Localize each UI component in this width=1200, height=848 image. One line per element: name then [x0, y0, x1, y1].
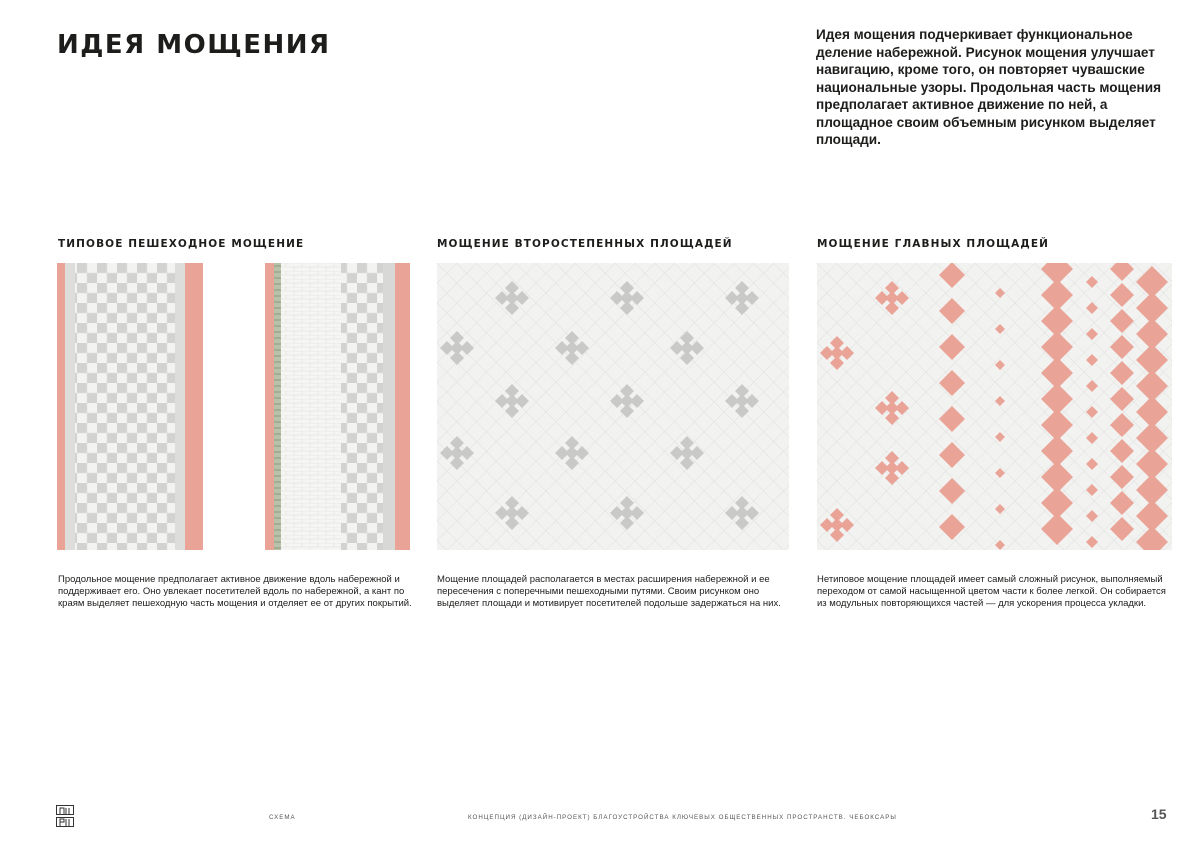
section-description-typical-paving: Продольное мощение предполагает активное движение вдоль набережной и поддерживает его. Оно увлекает посетителей вдоль по набережной, а кант по краям выделяет пешеходную часть мощения и отделяет ее от других покрытий.: [58, 574, 412, 610]
section-title-main-squares: МОЩЕНИЕ ГЛАВНЫХ ПЛОЩАДЕЙ: [817, 238, 1050, 250]
section-title-secondary-squares: МОЩЕНИЕ ВТОРОСТЕПЕННЫХ ПЛОЩАДЕЙ: [437, 238, 733, 250]
ap-logo-icon: [56, 805, 74, 827]
main-squares-pattern: [817, 263, 1172, 550]
footer-section-label: СХЕМА: [269, 814, 296, 821]
section-title-typical-paving: ТИПОВОЕ ПЕШЕХОДНОЕ МОЩЕНИЕ: [58, 238, 305, 250]
typical-paving-pattern: [57, 263, 410, 550]
footer-project-label: КОНЦЕПЦИЯ (ДИЗАЙН-ПРОЕКТ) БЛАГОУСТРОЙСТВА КЛЮЧЕВЫХ ОБЩЕСТВЕННЫХ ПРОСТРАНСТВ. ЧЕБОКСАРЫ: [468, 814, 897, 821]
intro-text: Идея мощения подчеркивает функциональное деление набережной. Рисунок мощения улучшает навигацию, кроме того, он повторяет чувашские национальные узоры. Продольная часть мощения предполагает активное движение по ней, а площадное своим объемным рисунком выделяет площади.: [816, 27, 1162, 147]
section-description-secondary-squares: Мощение площадей располагается в местах расширения набережной и ее пересечения с поперечными пешеходными путями. Своим рисунком оно выделяет площади и мотивирует посетителей подольше задержаться на них.: [437, 574, 781, 610]
page-title: ИДЕЯ МОЩЕНИЯ: [57, 30, 331, 60]
secondary-squares-pattern: [437, 263, 789, 550]
section-description-main-squares: Нетиповое мощение площадей имеет самый сложный рисунок, выполняемый переходом от самой насыщенной цветом части к более легкой. Он собирается из модульных повторяющихся частей — для ускорения процесса укладки.: [817, 574, 1166, 610]
page-number: 15: [1151, 806, 1167, 822]
